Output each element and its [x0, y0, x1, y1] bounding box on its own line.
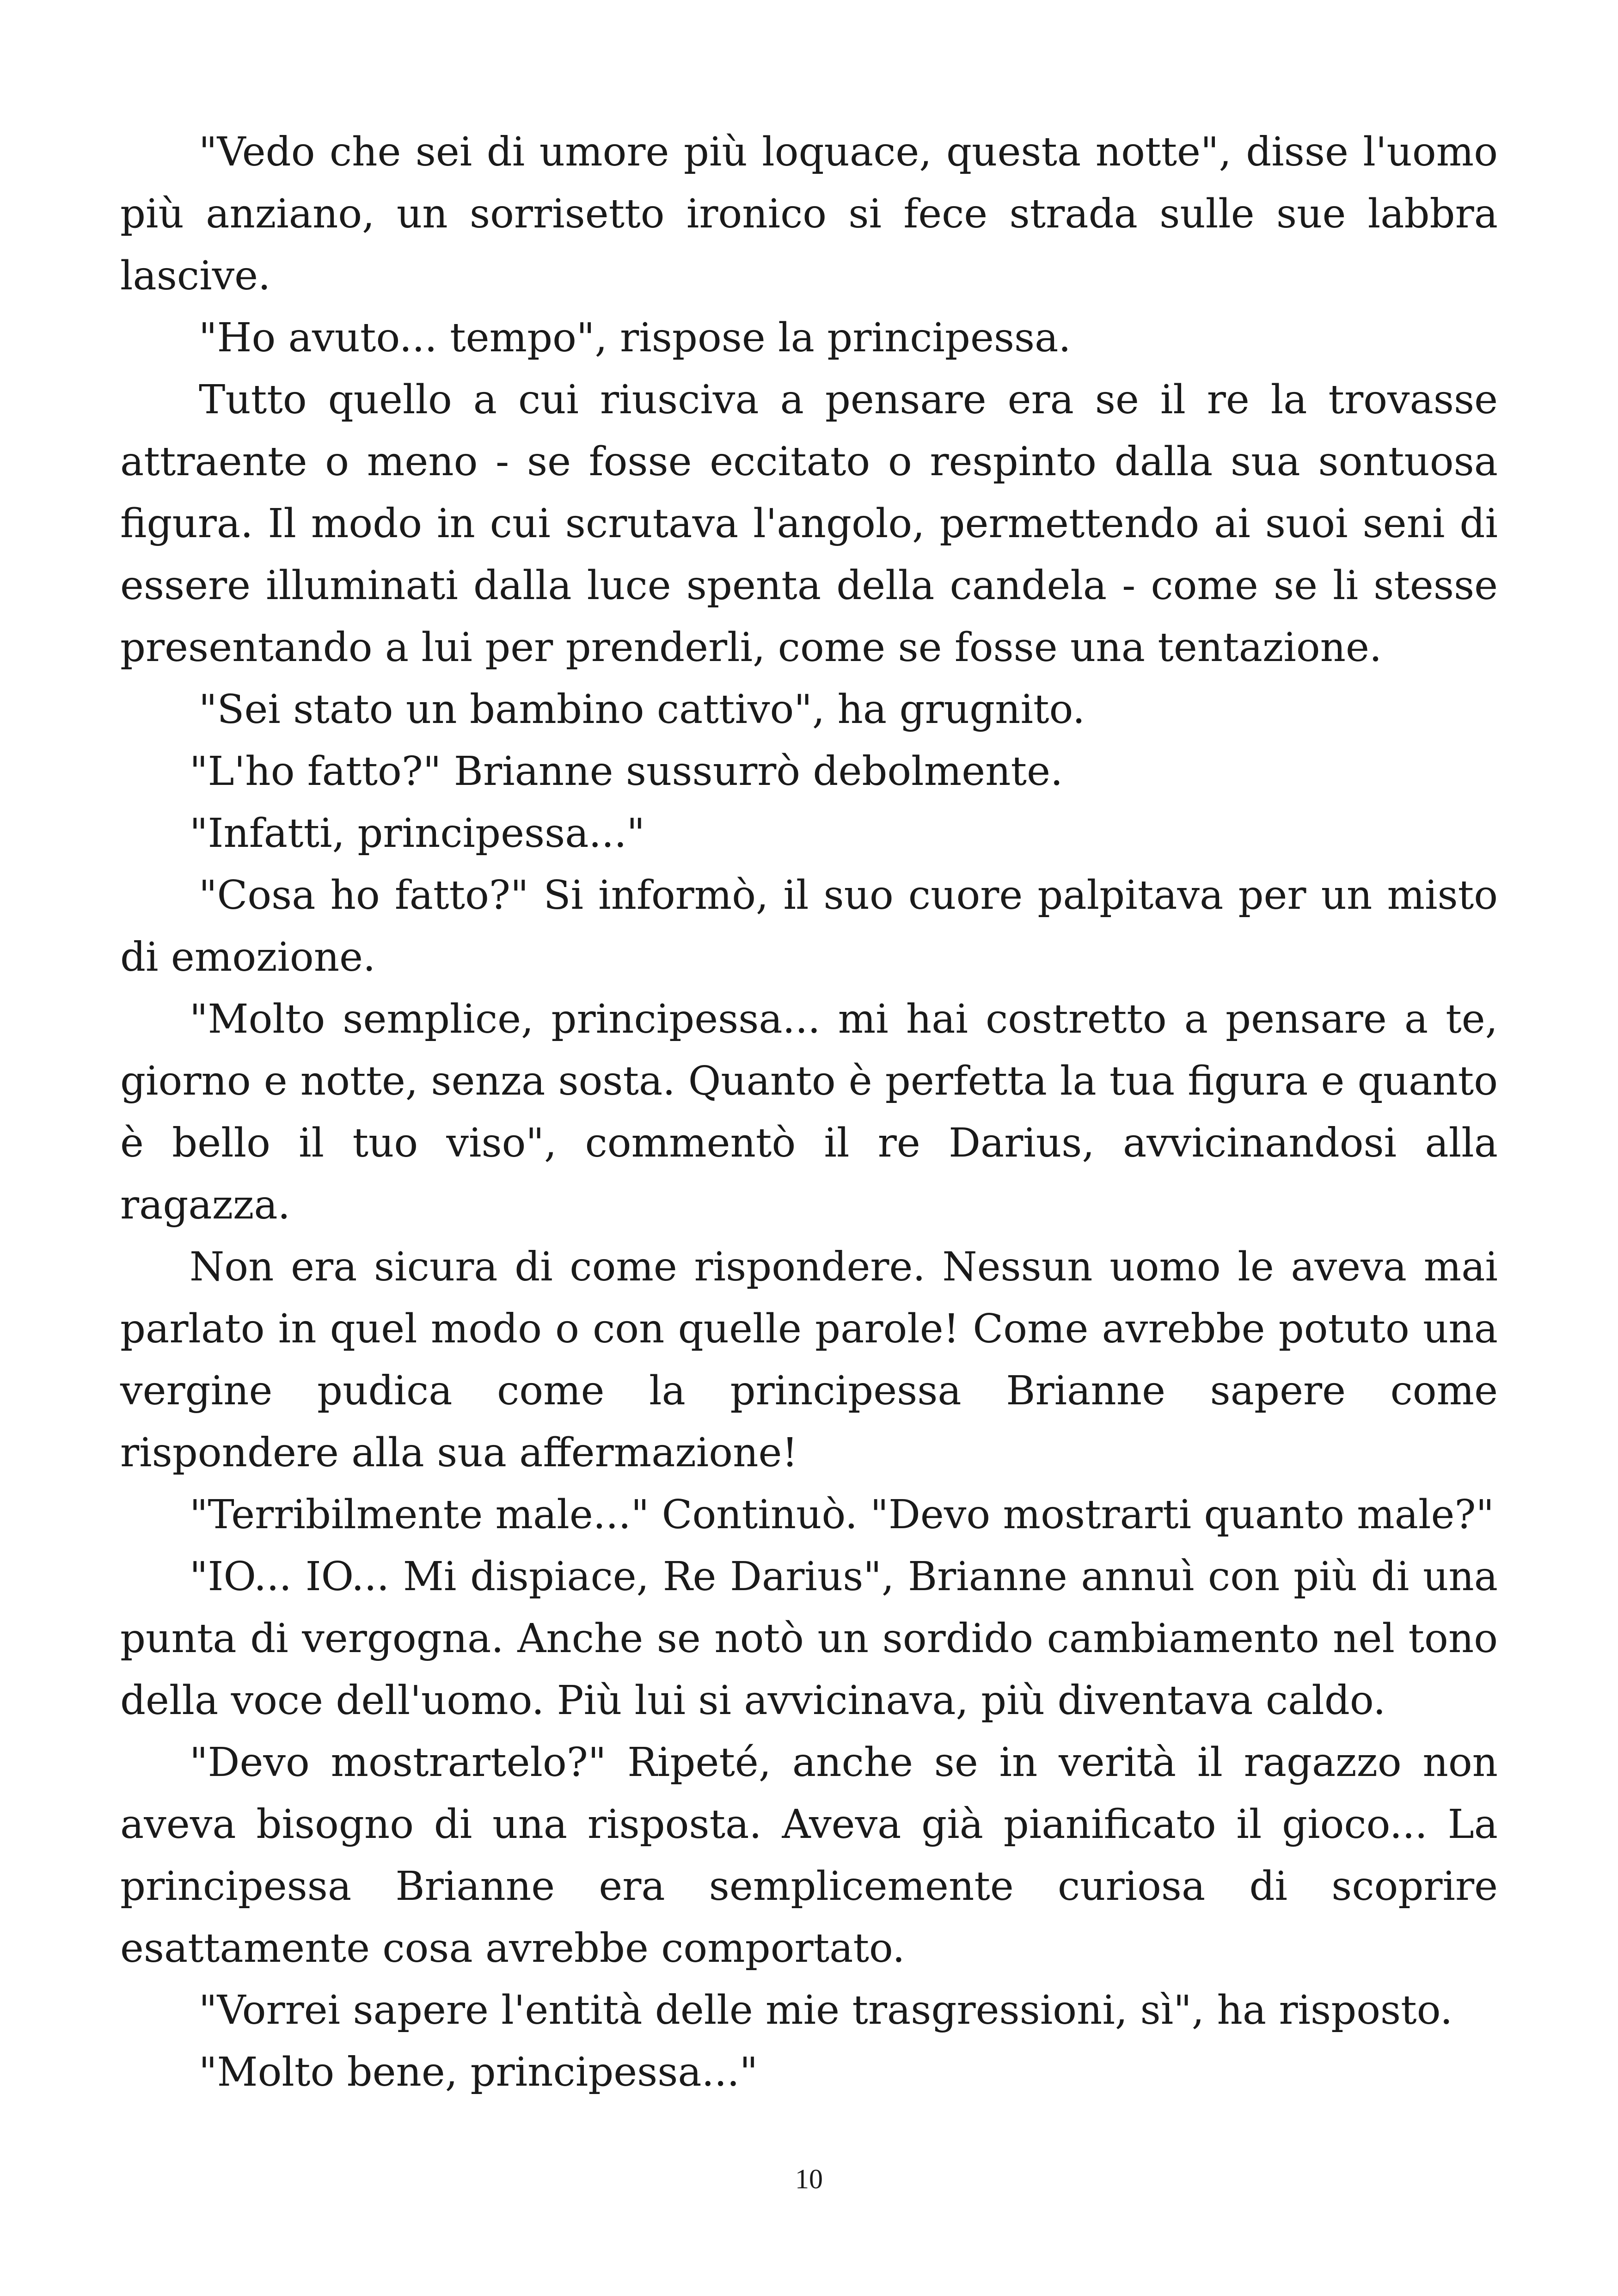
page-number: 10 — [795, 2164, 823, 2194]
paragraph: "Infatti, principessa..." — [190, 810, 645, 857]
paragraph: "Sei stato un bambino cattivo", ha grugnito. — [199, 686, 1085, 733]
paragraph: "Terribilmente male..." Continuò. "Devo mostrarti quanto male?" — [190, 1492, 1495, 1538]
paragraph: "Cosa ho fatto?" Si informò, il suo cuore palpitava per un misto di emozione. — [120, 872, 1498, 980]
paragraph: "Vedo che sei di umore più loquace, questa notte", disse l'uomo più anziano, un sorrisetto ironico si fece strada sulle sue labbra lascive. — [120, 129, 1498, 299]
paragraph: "Devo mostrartelo?" Ripeté, anche se in verità il ragazzo non aveva bisogno di una risposta. Aveva già pianificato il gioco... La principessa Brianne era semplicemente curiosa di scoprire esattamente cosa avrebbe comportato. — [120, 1739, 1498, 1971]
paragraph: Non era sicura di come rispondere. Nessun uomo le aveva mai parlato in quel modo o con quelle parole! Come avrebbe potuto una vergine pudica come la principessa Brianne sapere come rispondere alla sua affermazione! — [120, 1244, 1498, 1476]
paragraph: "IO... IO... Mi dispiace, Re Darius", Brianne annuì con più di una punta di vergogna. Anche se notò un sordido cambiamento nel tono della voce dell'uomo. Più lui si avvicinava, più diventava caldo. — [120, 1554, 1498, 1724]
paragraph: Tutto quello a cui riusciva a pensare era se il re la trovasse attraente o meno - se fosse eccitato o respinto dalla sua sontuosa figura. Il modo in cui scrutava l'angolo, permettendo ai suoi seni di essere illuminati dalla luce spenta della candela - come se li stesse presentando a lui per prenderli, come se fosse una tentazione. — [120, 377, 1498, 671]
paragraph: "Vorrei sapere l'entità delle mie trasgressioni, sì", ha risposto. — [199, 1987, 1453, 2033]
paragraph: "Ho avuto... tempo", rispose la principessa. — [199, 315, 1071, 361]
body-text — [120, 121, 1498, 2103]
paragraph: "L'ho fatto?" Brianne sussurrò debolmente. — [190, 748, 1063, 795]
paragraph: "Molto bene, principessa..." — [199, 2049, 758, 2095]
paragraph: "Molto semplice, principessa... mi hai costretto a pensare a te, giorno e notte, senza sosta. Quanto è perfetta la tua figura e quanto è bello il tuo viso", commentò il re Darius, avvicinandosi alla ragazza. — [120, 996, 1498, 1228]
